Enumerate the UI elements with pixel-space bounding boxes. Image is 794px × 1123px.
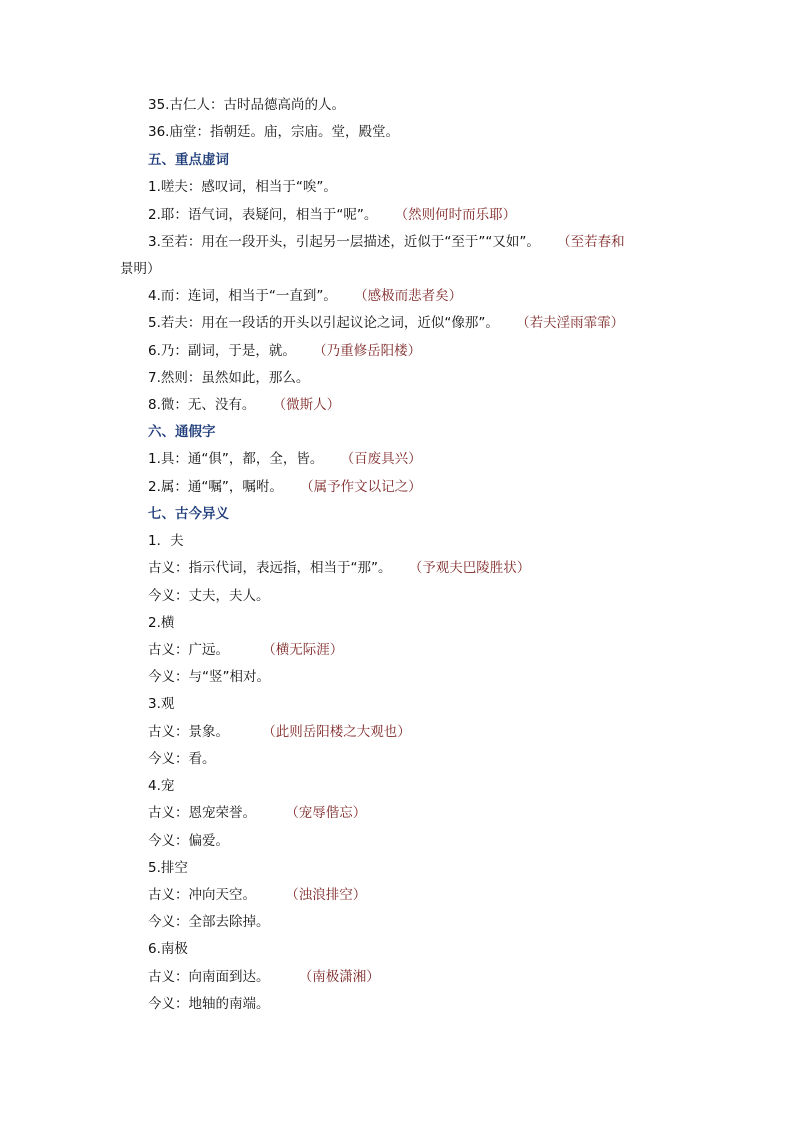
- gujin-ancient-text: 古义：广远。: [148, 642, 229, 658]
- gujin-ancient-text: 古义：向南面到达。: [148, 969, 270, 985]
- xuci-item-text: 6.乃：副词，于是，就。: [148, 343, 296, 359]
- xuci-item-1: [148, 177, 708, 197]
- xuci-item-8: [148, 395, 708, 415]
- tongjia-item-1: [148, 449, 708, 469]
- section-heading-gujin: 七、古今异义: [148, 506, 229, 522]
- gujin-ancient-meaning-3: [148, 722, 708, 742]
- vocab-item-36: 36.庙堂：指朝廷。庙，宗庙。堂，殿堂。: [148, 124, 399, 140]
- xuci-item-3-continuation: 景明）: [120, 261, 161, 277]
- gujin-word-6: 6.南极: [148, 941, 188, 957]
- gujin-citation: （横无际涯）: [269, 642, 344, 658]
- gujin-modern-meaning-4: 今义：偏爱。: [148, 833, 229, 849]
- xuci-item-citation: （然则何时而乐耶）: [401, 207, 517, 223]
- gujin-ancient-meaning-6: [148, 967, 708, 987]
- gujin-ancient-text: 古义：恩宠荣誉。: [148, 805, 256, 821]
- gujin-modern-meaning-5: 今义：全部去除掉。: [148, 914, 270, 930]
- tongjia-item-2: [148, 477, 708, 497]
- gujin-ancient-text: 古义：冲向天空。: [148, 887, 256, 903]
- gujin-modern-meaning-2: 今义：与“竖”相对。: [148, 669, 270, 685]
- gujin-modern-meaning-3: 今义：看。: [148, 751, 216, 767]
- gujin-citation: （浊浪排空）: [292, 887, 367, 903]
- gujin-ancient-meaning-5: [148, 885, 708, 905]
- xuci-item-citation: （微斯人）: [279, 397, 341, 413]
- xuci-item-text: 7.然则：虽然如此，那么。: [148, 370, 310, 386]
- gujin-citation: （予观夫巴陵胜状）: [415, 560, 531, 576]
- gujin-word-4: 4.宠: [148, 778, 175, 794]
- xuci-item-6: [148, 341, 708, 361]
- gujin-word-5: 5.排空: [148, 860, 188, 876]
- tongjia-item-citation: （属予作文以记之）: [306, 479, 422, 495]
- gujin-citation: （此则岳阳楼之大观也）: [269, 724, 411, 740]
- gujin-ancient-meaning-4: [148, 803, 708, 823]
- xuci-item-citation: （乃重修岳阳楼）: [319, 343, 422, 359]
- gujin-ancient-meaning-2: [148, 640, 708, 660]
- gujin-citation: （南极潇湘）: [305, 969, 380, 985]
- xuci-item-text: 5.若夫：用在一段话的开头以引起议论之词，近似“像那”。: [148, 315, 499, 331]
- xuci-item-text: 4.而：连词，相当于“一直到”。: [148, 288, 337, 304]
- xuci-item-citation: （若夫淫雨霏霏）: [522, 315, 625, 331]
- gujin-citation: （宠辱偕忘）: [292, 805, 367, 821]
- xuci-item-text: 1.嗟夫：感叹词，相当于“唉”。: [148, 179, 337, 195]
- gujin-word-1: 1．夫: [148, 533, 184, 549]
- gujin-modern-meaning-6: 今义：地轴的南端。: [148, 996, 270, 1012]
- tongjia-item-text: 1.具：通“俱”，都，全，皆。: [148, 451, 324, 467]
- xuci-item-text: 8.微：无、没有。: [148, 397, 256, 413]
- gujin-ancient-meaning-1: [148, 558, 708, 578]
- section-heading-xuci: 五、重点虚词: [148, 152, 229, 168]
- gujin-ancient-text: 古义：指示代词，表远指，相当于“那”。: [148, 560, 392, 576]
- xuci-item-citation: （感极而悲者矣）: [360, 288, 463, 304]
- xuci-item-5: [148, 313, 708, 333]
- gujin-modern-meaning-1: 今义：丈夫，夫人。: [148, 588, 270, 604]
- xuci-item-citation: （至若春和: [563, 234, 625, 250]
- xuci-item-4: [148, 286, 708, 306]
- xuci-item-3: [148, 232, 708, 252]
- xuci-item-text: 3.至若：用在一段开头，引起另一层描述，近似于“至于”“又如”。: [148, 234, 540, 250]
- gujin-word-3: 3.观: [148, 696, 175, 712]
- xuci-item-7: [148, 368, 708, 388]
- xuci-item-2: [148, 205, 708, 225]
- gujin-ancient-text: 古义：景象。: [148, 724, 229, 740]
- tongjia-item-text: 2.属：通“嘱”，嘱咐。: [148, 479, 283, 495]
- gujin-word-2: 2.横: [148, 615, 175, 631]
- section-heading-tongjia: 六、通假字: [148, 424, 216, 440]
- tongjia-item-citation: （百废具兴）: [347, 451, 422, 467]
- vocab-item-35: 35.古仁人：古时品德高尚的人。: [148, 97, 345, 113]
- xuci-item-text: 2.耶：语气词，表疑问，相当于“呢”。: [148, 207, 378, 223]
